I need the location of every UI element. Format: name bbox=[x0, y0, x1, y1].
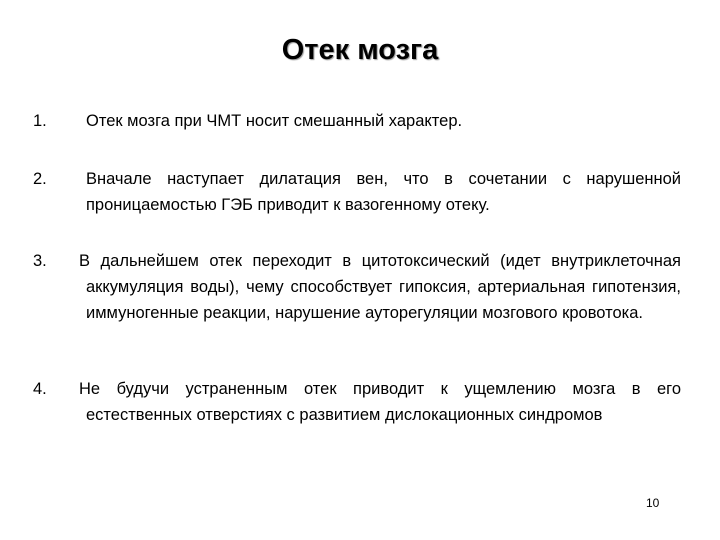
list-item-text: Отек мозга при ЧМТ носит смешанный характер. bbox=[86, 112, 463, 130]
slide-title: Отек мозга bbox=[281, 34, 439, 66]
list-item-3 bbox=[33, 248, 681, 326]
list-item-2 bbox=[33, 166, 681, 218]
page-number: 10 bbox=[646, 496, 660, 510]
list-item-4 bbox=[33, 376, 681, 428]
list-item-number: 4. bbox=[33, 380, 47, 398]
list-item-text: В дальнейшем отек переходит в цитотоксический (идет внутриклеточная аккумуляция воды), чему способствует гипоксия, артериальная гипотензия, иммуногенные реакции, нарушение ауторегуляции мозгового кровотока. bbox=[79, 252, 681, 322]
list-item-number: 3. bbox=[33, 252, 47, 270]
list-item-1 bbox=[33, 108, 681, 134]
list-item-number: 2. bbox=[33, 170, 47, 188]
list-item-text: Не будучи устраненным отек приводит к ущемлению мозга в его естественных отверстиях с развитием дислокационных синдромов bbox=[79, 380, 681, 424]
list-item-text: Вначале наступает дилатация вен, что в сочетании с нарушенной проницаемостью ГЭБ приводит к вазогенному отеку. bbox=[86, 170, 681, 214]
list-item-number: 1. bbox=[33, 112, 47, 130]
